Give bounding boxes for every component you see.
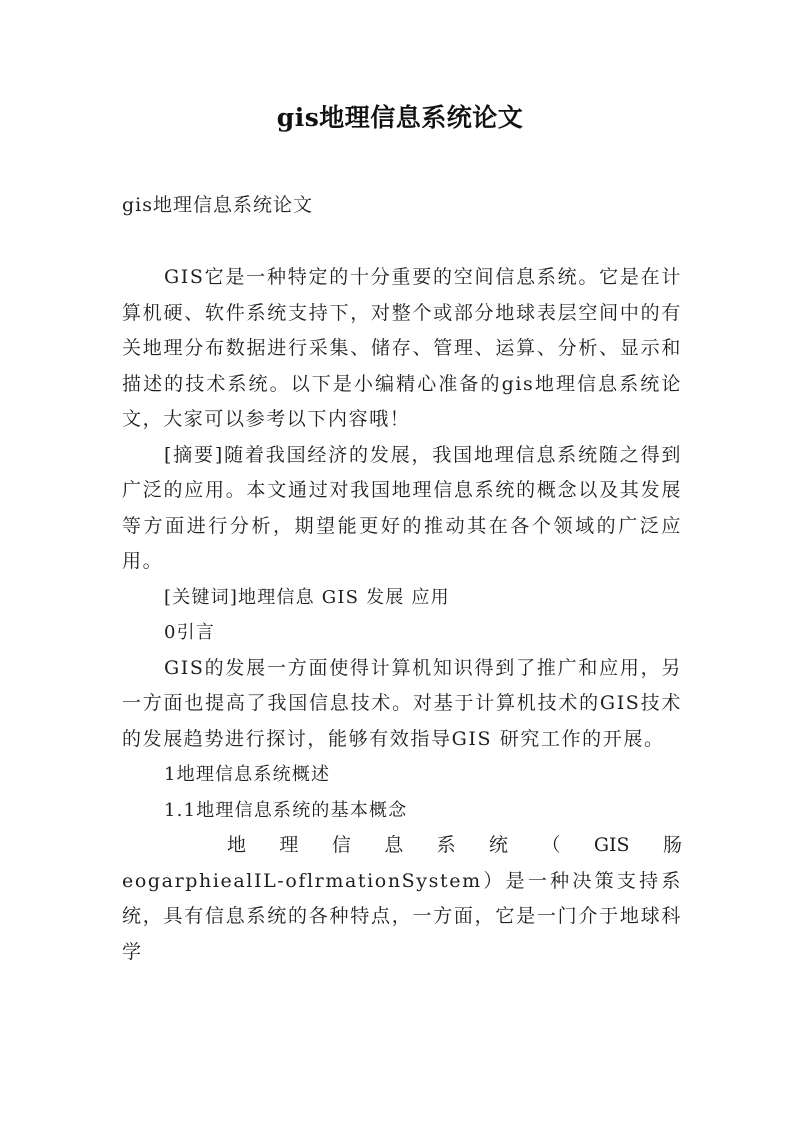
intro-paragraph: GIS它是一种特定的十分重要的空间信息系统。它是在计算机硬、软件系统支持下，对整个或部分地球表层空间中的有关地理分布数据进行采集、储存、管理、运算、分析、显示和描述的技术系统。以下是小编精心准备的gis地理信息系统论文，大家可以参考以下内容哦！	[122, 266, 682, 430]
definition-first-line	[122, 828, 682, 864]
document-title: gis地理信息系统论文	[276, 103, 524, 132]
section-1-1-heading: 1.1地理信息系统的基本概念	[164, 799, 408, 821]
definition-word: GIS	[593, 834, 630, 856]
definition-word: 地	[227, 834, 247, 856]
definition-word: 信	[331, 834, 351, 856]
section-0-paragraph: GIS的发展一方面使得计算机知识得到了推广和应用，另一方面也提高了我国信息技术。对基于计算机技术的GIS技术的发展趋势进行探讨，能够有效指导GIS 研究工作的开展。	[122, 656, 682, 750]
document-body	[122, 260, 682, 970]
keywords-line: [关键词]地理信息 GIS 发展 应用	[164, 586, 450, 608]
section-0-heading: 0引言	[164, 622, 216, 643]
abstract-paragraph: [摘要]随着我国经济的发展，我国地理信息系统随之得到广泛的应用。本文通过对我国地理信息系统的概念以及其发展等方面进行分析，期望能更好的推动其在各个领域的广泛应用。	[122, 443, 682, 572]
section-1-heading: 1地理信息系统概述	[164, 764, 331, 785]
definition-word: 系	[436, 834, 456, 856]
definition-word: （	[541, 834, 561, 856]
definition-paragraph: eogarphiealIL-oflrmationSystem）是一种决策支持系统，具有信息系统的各种特点，一方面，它是一门介于地球科学	[122, 869, 682, 963]
definition-word: 统	[489, 834, 509, 856]
definition-word: 理	[279, 834, 299, 856]
definition-word: 息	[384, 834, 404, 856]
document-subtitle: gis地理信息系统论文	[122, 194, 313, 216]
definition-word: 肠	[662, 834, 682, 856]
